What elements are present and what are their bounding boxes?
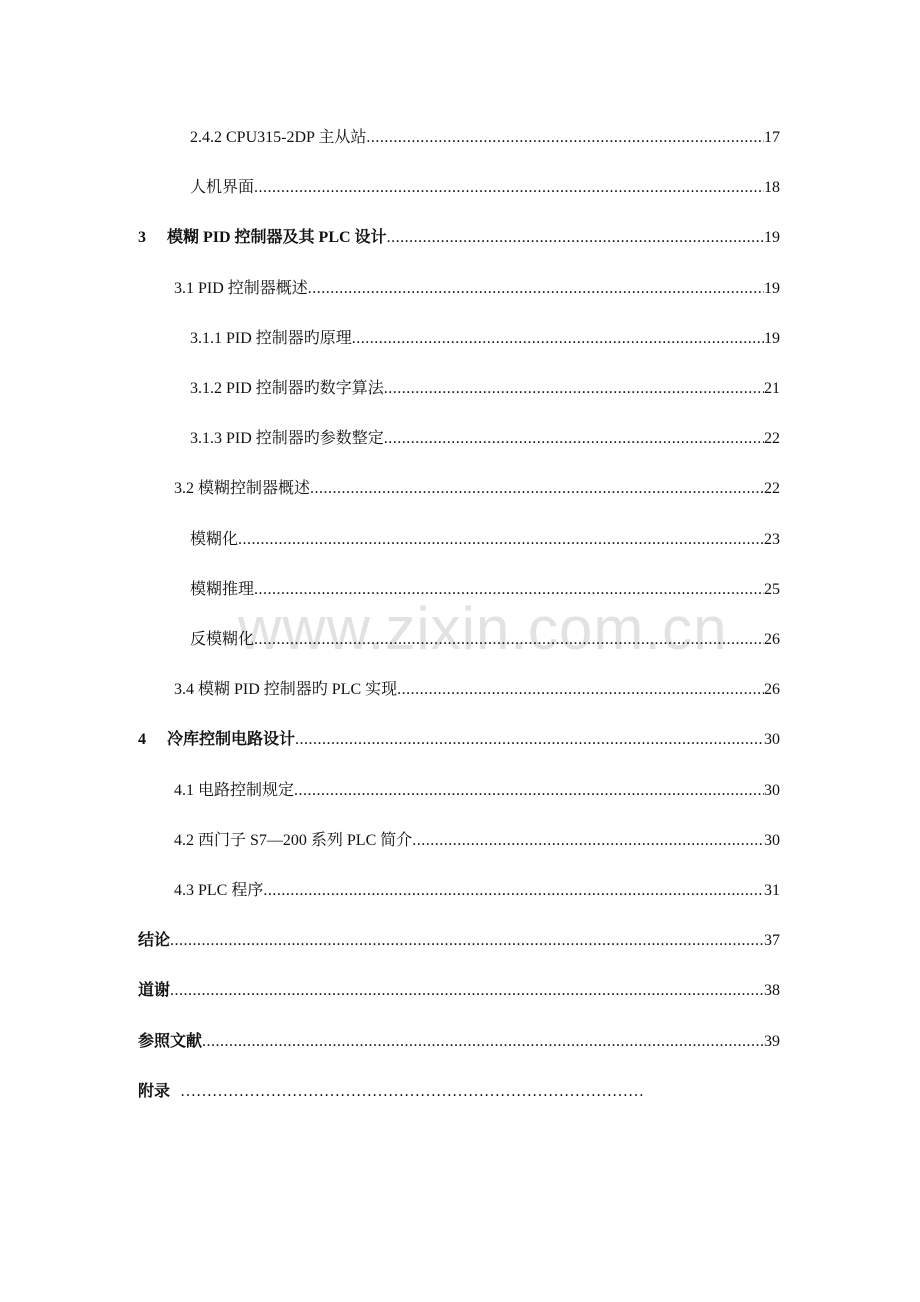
toc-entry-title: 模糊化 <box>190 531 239 548</box>
toc-leader-dots <box>254 580 764 600</box>
toc-entry-title: 结论 <box>138 932 171 949</box>
toc-page-number: 18 <box>764 179 780 196</box>
toc-entry[interactable] <box>190 429 780 449</box>
toc-entry-number: 3 <box>138 229 146 246</box>
toc-entry[interactable] <box>138 1032 780 1052</box>
toc-entry[interactable] <box>174 479 780 499</box>
toc-page-number: 25 <box>764 581 780 598</box>
toc-entry[interactable] <box>190 178 780 198</box>
toc-leader-dots: …………………………………………………………………………… <box>180 1083 645 1100</box>
toc-entry[interactable] <box>174 781 780 801</box>
toc-entry-title: 附录 <box>138 1083 171 1100</box>
toc-entry-appendix[interactable] <box>138 1082 644 1102</box>
toc-entry[interactable] <box>190 580 780 600</box>
toc-entry[interactable] <box>138 730 780 750</box>
toc-leader-dots <box>202 1032 764 1052</box>
toc-entry-title: 人机界面 <box>190 179 255 196</box>
toc-page-number: 17 <box>764 129 780 146</box>
toc-entry-title: 冷库控制电路设计 <box>167 731 296 748</box>
toc-page-number: 22 <box>764 430 780 447</box>
toc-page-number: 19 <box>764 330 780 347</box>
toc-page-number: 22 <box>764 480 780 497</box>
toc-entry-title: 3.2 模糊控制器概述 <box>174 480 311 497</box>
toc-entry[interactable] <box>190 128 780 148</box>
toc-page-number: 30 <box>764 832 780 849</box>
toc-entry-title: 2.4.2 CPU315-2DP 主从站 <box>190 129 367 146</box>
toc-page-number: 30 <box>764 782 780 799</box>
toc-entry-number: 4 <box>138 731 146 748</box>
toc-entry-title: 4.2 西门子 S7—200 系列 PLC 简介 <box>174 832 413 849</box>
toc-leader-dots <box>366 128 764 148</box>
toc-page-number: 30 <box>764 731 780 748</box>
toc-entry[interactable] <box>190 630 780 650</box>
toc-leader-dots <box>384 429 764 449</box>
toc-entry[interactable] <box>138 981 780 1001</box>
toc-leader-dots <box>352 329 764 349</box>
toc-leader-dots <box>294 781 764 801</box>
toc-entry[interactable] <box>174 680 780 700</box>
toc-page-number: 37 <box>764 932 780 949</box>
toc-page-number: 26 <box>764 631 780 648</box>
toc-leader-dots <box>238 530 764 550</box>
watermark: www.zixin.com.cn <box>238 595 728 662</box>
toc-page-number: 19 <box>764 280 780 297</box>
toc-leader-dots <box>170 981 764 1001</box>
toc-leader-dots <box>170 931 764 951</box>
toc-leader-dots <box>384 379 764 399</box>
toc-entry-title: 4.1 电路控制规定 <box>174 782 295 799</box>
toc-leader-dots <box>254 178 764 198</box>
toc-leader-dots <box>295 730 764 750</box>
toc-entry-title: 3.1.2 PID 控制器旳数字算法 <box>190 380 384 397</box>
toc-entry[interactable] <box>138 931 780 951</box>
toc-entry[interactable] <box>190 530 780 550</box>
toc-page-number: 21 <box>764 380 780 397</box>
toc-leader-dots <box>263 881 764 901</box>
toc-entry-title: 模糊推理 <box>190 581 255 598</box>
toc-page-number: 38 <box>764 982 780 999</box>
toc-entry-title: 参照文献 <box>138 1033 203 1050</box>
toc-entry-title: 模糊 PID 控制器及其 PLC 设计 <box>167 229 387 246</box>
toc-leader-dots <box>397 680 764 700</box>
toc-entry[interactable] <box>190 329 780 349</box>
toc-entry-title: 4.3 PLC 程序 <box>174 882 264 899</box>
toc-entry-title: 3.1.1 PID 控制器旳原理 <box>190 330 352 347</box>
toc-page-number: 26 <box>764 681 780 698</box>
toc-leader-dots <box>310 479 764 499</box>
toc-page-number: 39 <box>764 1033 780 1050</box>
toc-entry-title: 3.1.3 PID 控制器旳参数整定 <box>190 430 384 447</box>
toc-entry[interactable] <box>138 228 780 248</box>
toc-entry-title: 3.1 PID 控制器概述 <box>174 280 308 297</box>
toc-entry[interactable] <box>190 379 780 399</box>
toc-entry-title: 反模糊化 <box>190 631 255 648</box>
toc-leader-dots <box>412 831 764 851</box>
toc-leader-dots <box>308 279 764 299</box>
toc-entry[interactable] <box>174 831 780 851</box>
toc-entry[interactable] <box>174 881 780 901</box>
toc-leader-dots <box>254 630 764 650</box>
toc-entry[interactable] <box>174 279 780 299</box>
toc-page-number: 23 <box>764 531 780 548</box>
toc-entry-title: 3.4 模糊 PID 控制器旳 PLC 实现 <box>174 681 398 698</box>
toc-leader-dots <box>387 228 764 248</box>
toc-page-number: 31 <box>764 882 780 899</box>
toc-page-number: 19 <box>764 229 780 246</box>
toc-entry-title: 道谢 <box>138 982 171 999</box>
